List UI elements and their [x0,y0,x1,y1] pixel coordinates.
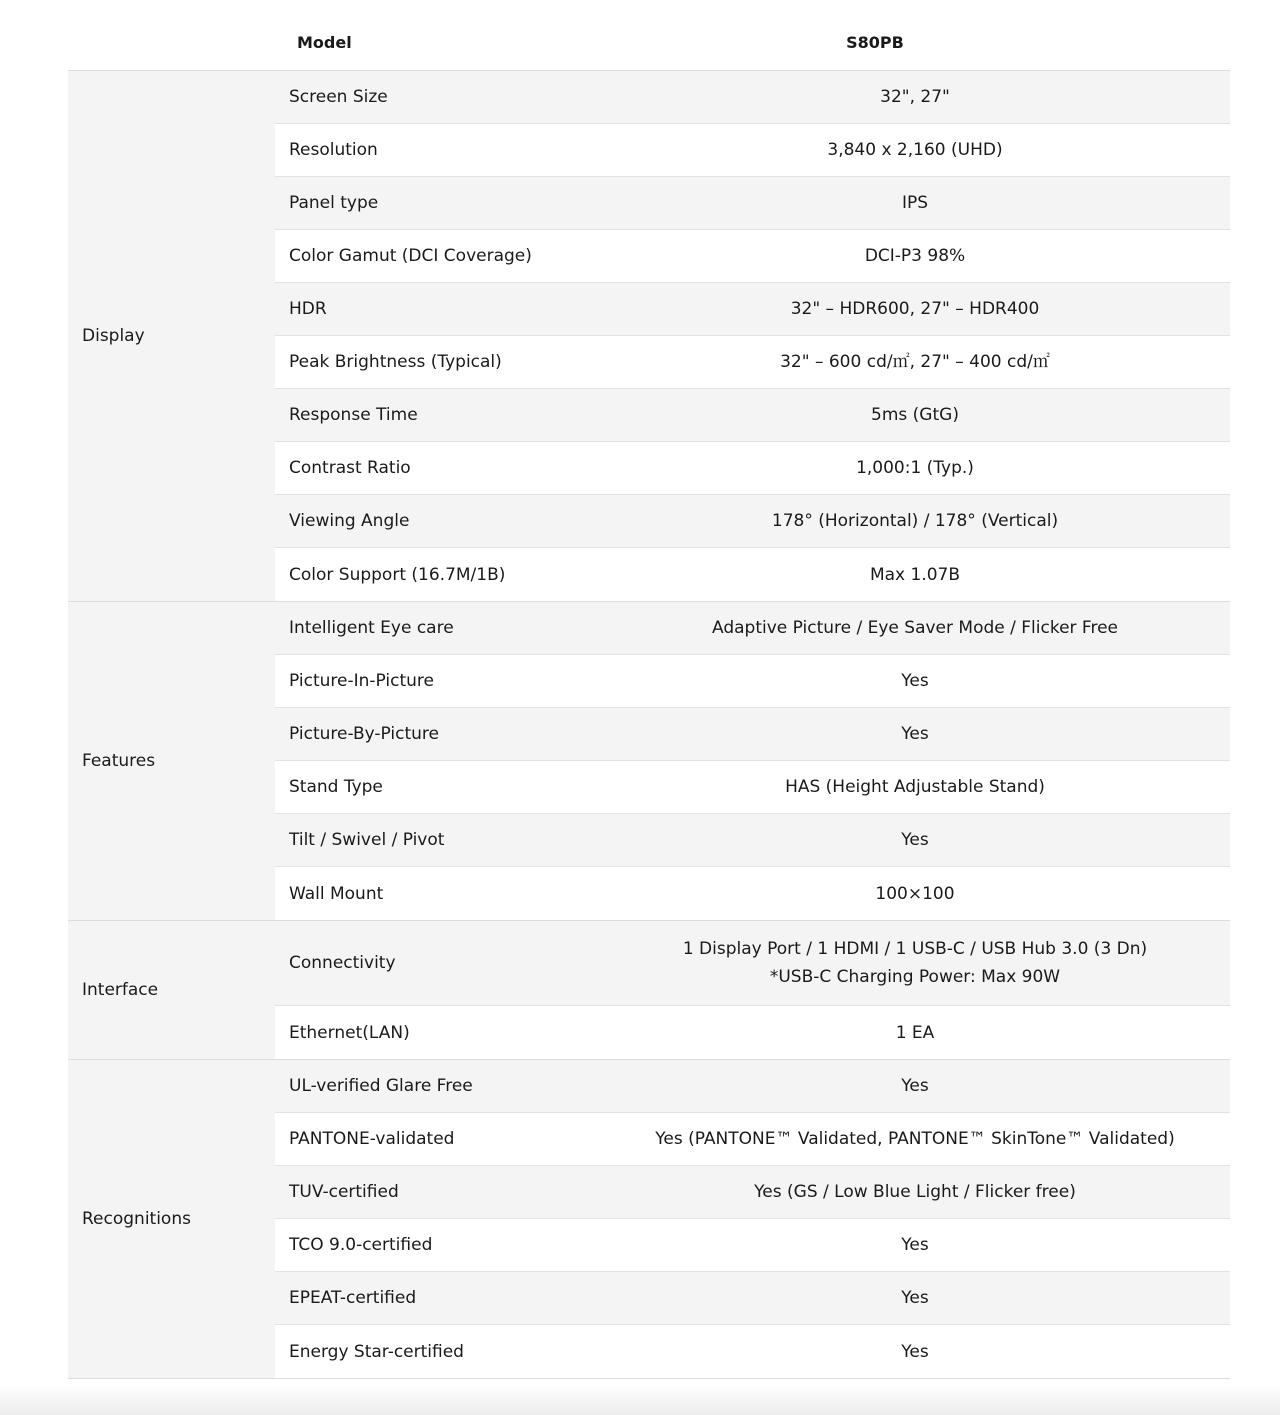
table-row [275,814,1230,867]
spec-label: Color Support (16.7M/1B) [289,564,506,585]
spec-label: Screen Size [289,87,388,107]
table-row [275,1166,1230,1219]
table-row [275,1325,1230,1378]
spec-label: Tilt / Swivel / Pivot [289,830,445,850]
spec-table [68,15,1230,1379]
table-row [275,230,1230,283]
spec-value: 5ms (GtG) [871,405,959,425]
spec-value: Adaptive Picture / Eye Saver Mode / Flicker Free [711,618,1119,638]
table-row [275,1113,1230,1166]
group-display [68,71,1230,602]
spec-value: Yes [901,1235,929,1255]
spec-value-line: *USB-C Charging Power: Max 90W [769,967,1061,987]
table-row [275,1219,1230,1272]
spec-label: TUV-certified [289,1182,399,1202]
table-row [275,495,1230,548]
spec-label: Peak Brightness (Typical) [289,352,502,372]
model-value: S80PB [846,33,904,52]
table-row [275,708,1230,761]
spec-label: PANTONE-validated [289,1129,455,1149]
spec-value-line: 1 Display Port / 1 HDMI / 1 USB-C / USB Hub 3.0 (3 Dn) [682,939,1148,959]
spec-label: Contrast Ratio [289,458,411,478]
table-row [275,1272,1230,1325]
spec-value: Yes [901,830,929,850]
group-recognitions [68,1060,1230,1379]
spec-value: 3,840 x 2,160 (UHD) [827,140,1003,160]
table-row [275,336,1230,389]
spec-value: 32", 27" [880,87,950,107]
spec-label: Intelligent Eye care [289,618,454,638]
spec-label: EPEAT-certified [289,1288,417,1308]
spec-value: 32" – HDR600, 27" – HDR400 [790,299,1040,319]
model-label: Model [297,33,352,52]
spec-value [620,935,1230,991]
spec-label: Energy Star-certified [289,1341,464,1362]
spec-label: Wall Mount [289,883,384,904]
spec-label: Resolution [289,140,378,160]
spec-label: Viewing Angle [289,511,410,531]
spec-label: Response Time [289,405,418,425]
table-row [275,283,1230,336]
spec-value: 1,000:1 (Typ.) [856,458,974,478]
bottom-shadow [0,1385,1280,1415]
table-row [275,921,1230,1006]
spec-value: Yes [901,1076,929,1096]
table-row [275,389,1230,442]
spec-value: 178° (Horizontal) / 178° (Vertical) [771,511,1059,531]
spec-label: HDR [289,299,327,319]
spec-value: DCI-P3 98% [864,246,966,266]
spec-label: Picture-In-Picture [289,671,434,691]
table-row [275,442,1230,495]
spec-label: Connectivity [289,953,396,973]
table-header [68,15,1230,71]
group-interface [68,921,1230,1060]
category-label: Display [68,71,275,601]
spec-value: Max 1.07B [869,564,961,585]
spec-value: HAS (Height Adjustable Stand) [785,777,1045,797]
category-label: Interface [68,921,275,1059]
table-row [275,602,1230,655]
spec-value: 32" – 600 cd/㎡, 27" – 400 cd/㎡ [780,352,1050,372]
table-row [275,655,1230,708]
spec-value: Yes [901,1288,929,1308]
table-row [275,867,1230,920]
table-row [275,71,1230,124]
table-row [275,1006,1230,1059]
spec-label: Color Gamut (DCI Coverage) [289,246,532,266]
spec-value: Yes [901,1341,929,1362]
table-row [275,1060,1230,1113]
spec-value: IPS [901,193,929,213]
category-label: Features [68,602,275,920]
spec-label: UL-verified Glare Free [289,1076,473,1096]
spec-value: Yes (PANTONE™ Validated, PANTONE™ SkinTone™ Validated) [655,1129,1175,1149]
spec-label: Ethernet(LAN) [289,1022,410,1043]
spec-label: Stand Type [289,777,383,797]
spec-value: 100×100 [875,883,955,904]
spec-label: TCO 9.0-certified [289,1235,433,1255]
table-row [275,177,1230,230]
spec-value: Yes [901,671,929,691]
group-features [68,602,1230,921]
table-row [275,761,1230,814]
spec-value: Yes [901,724,929,744]
spec-label: Picture-By-Picture [289,724,440,744]
spec-value: 1 EA [895,1022,935,1043]
spec-label: Panel type [289,193,379,213]
table-row [275,124,1230,177]
table-row [275,548,1230,601]
spec-value: Yes (GS / Low Blue Light / Flicker free) [754,1182,1076,1202]
category-label: Recognitions [68,1060,275,1378]
